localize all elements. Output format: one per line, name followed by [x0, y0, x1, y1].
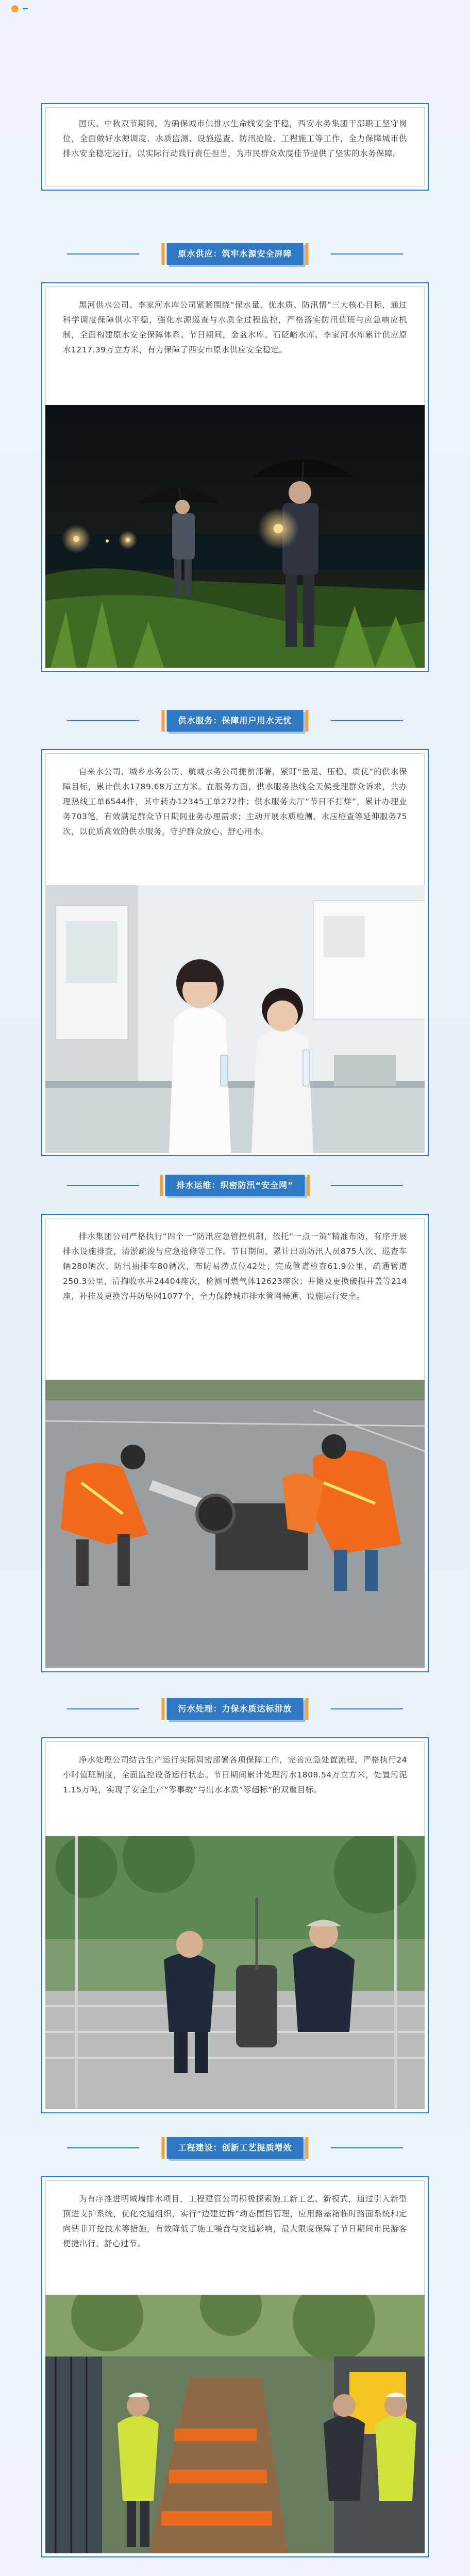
section-heading-water-supply	[0, 707, 470, 735]
section-card-sewage	[41, 1737, 429, 2113]
decor-line	[23, 8, 28, 9]
section-card-raw-water	[41, 282, 429, 672]
section-heading-raw-water	[0, 240, 470, 268]
section-paragraph: 自来水公司、城乡水务公司、航城水务公司提前部署，紧盯“量足、压稳、质优”的供水保障目标，累计供水1789.68万立方米。在服务方面，供水服务热线全天候受理群众诉求，共办理热线工单6544件，其中转办12345工单272件；供水服务大厅“节日不打烊”，累计办理业务703笔，有效满足群众节日期间业务办理需求；主动开展水质检测、水压检查等延伸服务75次，以优质高效的供水服务，守护群众放心、舒心用水。	[63, 767, 407, 836]
section-heading-construction	[0, 2134, 470, 2162]
photo-night-reservoir-inspection	[45, 405, 425, 668]
construction-scene-image	[45, 2295, 425, 2553]
drainage-scene-image	[45, 1380, 425, 1668]
section-title: 供水服务：保障用户用水无忧	[166, 710, 303, 732]
section-paragraph: 排水集团公司严格执行“四个一”防汛应急管控机制，依托“一点一策”精准布防，有序开展排水设施排查，清淤疏浚与应急抢修等工作。节日期间，累计出动防汛人员875人次、巡查车辆280辆次、防汛抽排车80辆次，布防易涝点位42处；完成管道检查61.9公里，疏通管道250.3公里，清掏收水井24404座次，检测可燃气体12623座次；井篦及更换破损井盖等214座，补挂及更换窨井防坠网1077个，全力保障城市排水管网畅通、设施运行安全。	[63, 1232, 407, 1301]
photo-drainage-workers	[45, 1380, 425, 1668]
section-paragraph: 黑河供水公司、李家河水库公司紧紧围绕“保水量、优水质、防汛情”三大核心目标，通过科学调度保障供水平稳，强化水源巡查与水质全过程监控，严格落实防汛值班与应急响应机制，全面构建原水安全保障体系。节日期间，金盆水库、石砭峪水库、李家河水库累计供应原水1217.39万立方米，有力保障了西安市原水供应安全稳定。	[63, 300, 407, 354]
top-decoration	[0, 0, 470, 19]
intro-card	[41, 103, 429, 191]
section-card-construction	[41, 2176, 429, 2557]
photo-equipment-maintenance	[45, 1836, 425, 2109]
section-title: 污水处理：力保水质达标排放	[166, 1698, 303, 1720]
decor-dot	[11, 5, 19, 12]
photo-water-quality-lab	[45, 885, 425, 1153]
section-paragraph: 净水处理公司结合生产运行实际周密部署各项保障工作，完善应急处置流程，严格执行24小时值班制度，全面监控设备运行状态。节日期间累计处理污水1808.54万立方米，处置污泥1.15万吨，实现了安全生产“零事故”与出水水质“零超标”的双重目标。	[63, 1755, 407, 1794]
section-heading-sewage	[0, 1695, 470, 1723]
section-title: 工程建设：创新工艺提质增效	[166, 2137, 303, 2159]
photo-construction-site	[45, 2295, 425, 2553]
night-scene-image	[45, 405, 425, 668]
section-card-drainage	[41, 1214, 429, 1672]
section-heading-drainage	[0, 1172, 470, 1199]
section-card-water-supply	[41, 749, 429, 1156]
intro-paragraph: 国庆、中秋双节期间，为确保城市供排水生命线安全平稳，西安水务集团干部职工坚守岗位，全面做好水源调度、水质监测、设施巡查、防汛抢险、工程施工等工作，全力保障城市供排水安全稳定运行，以实际行动践行责任担当，为市民群众欢度佳节提供了坚实的水务保障。	[63, 119, 407, 158]
section-paragraph: 为有序推进明城墙排水项目，工程建管公司积极探索施工新工艺、新模式，通过引入新型顶进支护系统，优化交通组织，实行“边建边拆”动态围挡管理，应用路基箱临时路面系统和定向钻非开挖技术等措施，有效降低了施工噪音与交通影响，最大限度保障了节日期间市民游客便捷出行、舒心过节。	[63, 2194, 407, 2248]
section-title: 排水运维：织密防汛“安全网”	[165, 1175, 305, 1196]
lab-scene-image	[45, 885, 425, 1153]
maintenance-scene-image	[45, 1836, 425, 2109]
section-title: 原水供应：筑牢水源安全屏障	[166, 243, 303, 265]
